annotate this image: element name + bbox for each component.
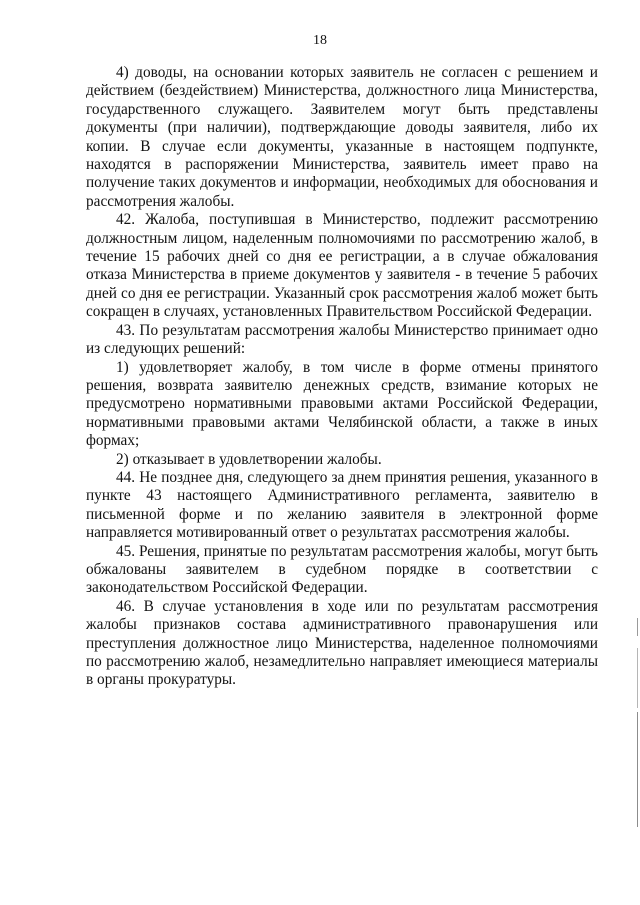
paragraph-4-arguments: 4) доводы, на основании которых заявитель не согласен с решением и действием (бездействием) Министерства, должностного лица Министерства, государственного служащего. Заявителем могут быть представлены документы (при наличии), подтверждающие доводы заявителя, либо их копии. В случае если документы, указанные в настоящем подпункте, находятся в распоряжении Министерства, заявитель имеет право на получение таких документов и информации, необходимых для обоснования и рассмотрения жалобы. xyxy=(86,64,598,210)
paragraph-46: 46. В случае установления в ходе или по результатам рассмотрения жалобы признаков состава административного правонарушения или преступления должностное лицо Министерства, наделенное полномочиями по рассмотрению жалоб, незамедлительно направляет имеющиеся материалы в органы прокуратуры. xyxy=(86,597,598,689)
scan-edge-mark xyxy=(637,712,638,827)
paragraph-43: 43. По результатам рассмотрения жалобы Министерство принимает одно из следующих решений: xyxy=(86,321,598,358)
page-number: 18 xyxy=(313,33,327,48)
paragraph-45: 45. Решения, принятые по результатам рассмотрения жалобы, могут быть обжалованы заявителем в судебном порядке в соответствии с законодательством Российской Федерации. xyxy=(86,542,598,597)
paragraph-43-item-2: 2) отказывает в удовлетворении жалобы. xyxy=(116,450,382,468)
scan-edge-mark xyxy=(637,648,638,708)
paragraph-44: 44. Не позднее дня, следующего за днем принятия решения, указанного в пункте 43 настоящего Административного регламента, заявителю в письменной форме и по желанию заявителя в электронной форме направляется мотивированный ответ о результатах рассмотрения жалобы. xyxy=(86,468,598,542)
paragraph-43-item-1: 1) удовлетворяет жалобу, в том числе в форме отмены принятого решения, возврата заявителю денежных средств, взимание которых не предусмотрено нормативными правовыми актами Российской Федерации, нормативными правовыми актами Челябинской области, а также в иных формах; xyxy=(86,358,598,450)
scan-edge-mark xyxy=(637,618,638,636)
paragraph-42: 42. Жалоба, поступившая в Министерство, подлежит рассмотрению должностным лицом, наделенным полномочиями по рассмотрению жалоб, в течение 15 рабочих дней со дня ее регистрации, а в случае обжалования отказа Министерства в приеме документов у заявителя - в течение 5 рабочих дней со дня ее регистрации. Указанный срок рассмотрения жалоб может быть сокращен в случаях, установленных Правительством Российской Федерации. xyxy=(86,211,598,321)
document-body xyxy=(86,64,598,690)
